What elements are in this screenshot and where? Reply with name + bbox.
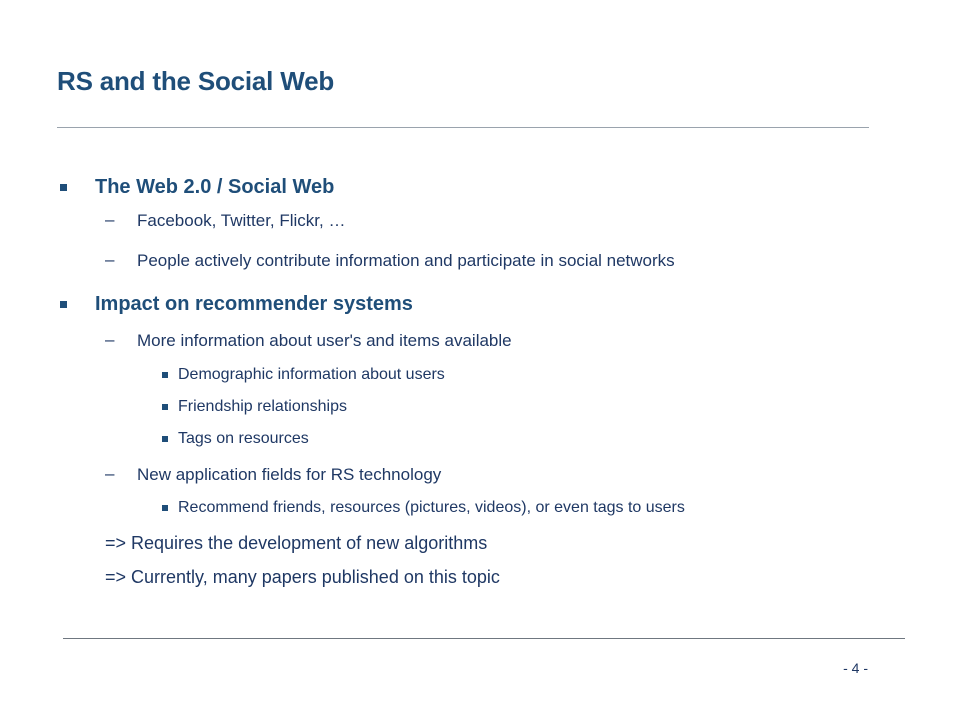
square-bullet-icon [60,184,67,191]
slide-title: RS and the Social Web [57,66,335,96]
footer-divider [63,638,905,639]
list-item: People actively contribute information and participate in social networks [137,251,675,270]
dash-bullet-icon: – [105,330,115,349]
page-number: - 4 - [843,660,868,676]
square-bullet-icon [162,372,168,378]
list-item: Friendship relationships [178,398,347,415]
square-bullet-icon [162,505,168,511]
square-bullet-icon [60,301,67,308]
dash-bullet-icon: – [105,210,115,229]
square-bullet-icon [162,404,168,410]
section-heading-social-web: The Web 2.0 / Social Web [95,176,335,198]
dash-bullet-icon: – [105,250,115,269]
list-item: More information about user's and items available [137,331,512,350]
list-item: New application fields for RS technology [137,465,442,484]
conclusion-text: => Currently, many papers published on this topic [105,567,500,587]
list-item: Facebook, Twitter, Flickr, … [137,211,346,230]
list-item: Tags on resources [178,430,309,447]
list-item: Recommend friends, resources (pictures, videos), or even tags to users [178,499,685,516]
list-item: Demographic information about users [178,366,445,383]
conclusion-text: => Requires the development of new algorithms [105,533,488,553]
section-heading-impact: Impact on recommender systems [95,293,413,315]
square-bullet-icon [162,436,168,442]
dash-bullet-icon: – [105,464,115,483]
